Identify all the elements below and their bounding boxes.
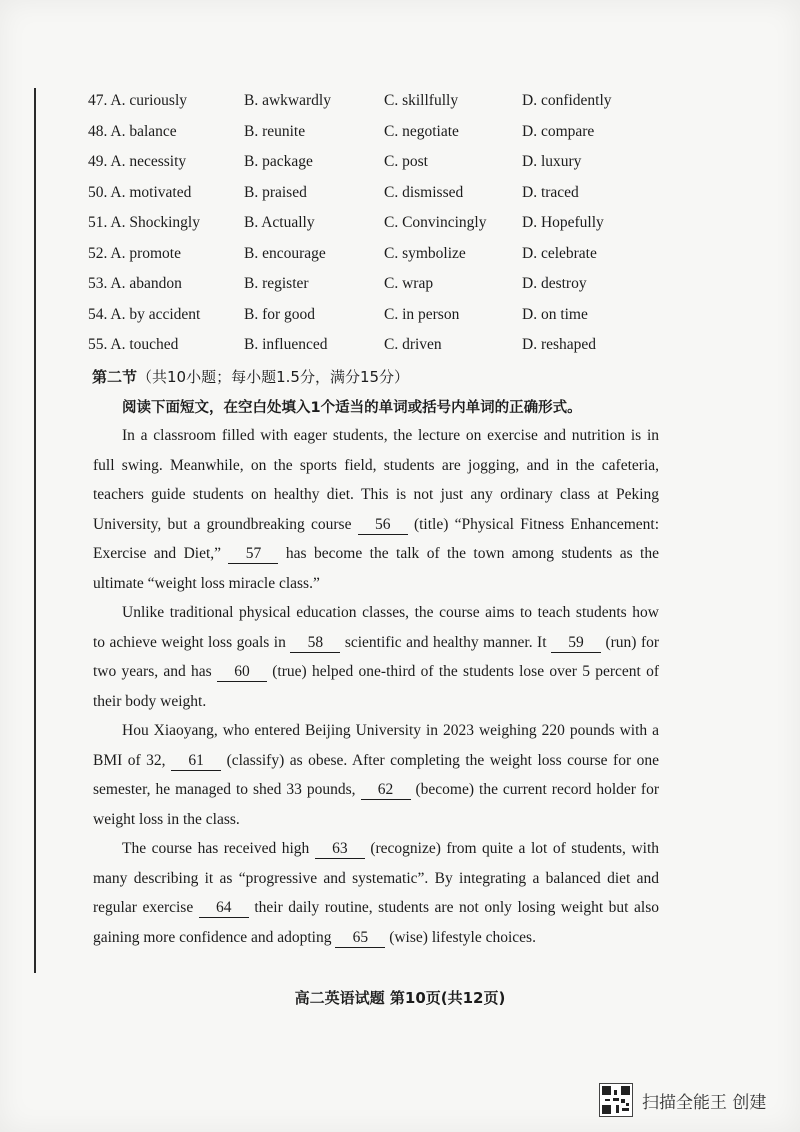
option-c: C. dismissed (384, 183, 464, 201)
option-a: 53. A. abandon (88, 275, 182, 292)
passage-line (93, 805, 659, 835)
option-a: 49. A. necessity (88, 153, 187, 170)
passage-line (93, 864, 659, 894)
option-b: B. package (244, 153, 313, 170)
text: (run) for (605, 633, 660, 651)
text: regular exercise (93, 899, 194, 916)
blank-57[interactable]: 57 (228, 545, 278, 564)
option-a: 51. A. Shockingly (88, 214, 200, 231)
option-table (88, 88, 688, 363)
cloze-passage (93, 421, 659, 952)
passage-line (93, 923, 659, 953)
option-c: C. post (384, 153, 428, 170)
option-d: D. destroy (522, 275, 587, 292)
option-d: D. on time (522, 305, 588, 323)
text: ultimate “weight loss miracle class.” (93, 574, 320, 592)
passage-line (93, 569, 659, 599)
blank-58[interactable]: 58 (290, 634, 340, 653)
option-d: D. traced (522, 183, 579, 201)
passage-line (93, 451, 659, 481)
option-c: C. in person (384, 305, 460, 323)
option-row-52 (88, 241, 688, 272)
option-row-53 (88, 271, 688, 302)
option-a: 47. A. curiously (88, 92, 188, 109)
text: scientific and healthy manner. It (344, 633, 547, 651)
text: has become the talk of the town among students as the (285, 545, 659, 562)
option-d: D. celebrate (522, 244, 597, 262)
option-a: 52. A. promote (88, 244, 181, 262)
option-row-47 (88, 88, 688, 119)
passage-line (93, 657, 659, 687)
text: (classify) as obese. After completing the weight loss course for one (226, 751, 659, 769)
left-margin-rule (34, 88, 36, 973)
option-row-48 (88, 119, 688, 150)
text: (recognize) from quite a lot of students, with (370, 840, 660, 857)
option-b: B. register (244, 275, 309, 292)
option-d: D. reshaped (522, 336, 597, 353)
section-title: 第二节 (92, 368, 138, 386)
text: Hou Xiaoyang, who entered Beijing University in 2023 weighing 220 pounds with a (122, 722, 659, 739)
blank-60[interactable]: 60 (217, 663, 267, 682)
blank-64[interactable]: 64 (199, 899, 249, 918)
option-b: B. awkwardly (244, 92, 331, 109)
option-a: 50. A. motivated (88, 183, 192, 201)
text: (true) helped one-third of the students lose over 5 percent of (272, 663, 660, 680)
passage-line (93, 687, 659, 717)
text: their daily routine, students are not only losing weight but also (254, 899, 660, 916)
passage-line (93, 628, 659, 658)
option-c: C. driven (384, 336, 442, 353)
option-a: 54. A. by accident (88, 305, 201, 323)
page-footer: 高二英语试题 第10页(共12页) (294, 989, 506, 1007)
text: Unlike traditional physical education classes, the course aims to teach students how (122, 604, 659, 621)
passage-line (93, 539, 659, 569)
option-row-49 (88, 149, 688, 180)
text: In a classroom filled with eager students, the lecture on exercise and nutrition is in (122, 427, 659, 444)
option-a: 48. A. balance (88, 122, 177, 140)
option-d: D. Hopefully (522, 214, 604, 231)
passage-line (93, 834, 659, 864)
option-row-50 (88, 180, 688, 211)
blank-65[interactable]: 65 (335, 929, 385, 948)
blank-56[interactable]: 56 (358, 516, 408, 535)
passage-line (93, 598, 659, 628)
option-d: D. luxury (522, 153, 582, 170)
scanner-watermark (599, 1083, 766, 1117)
section-scoring-rule: （共10小题；每小题1.5分，满分15分） (137, 368, 410, 386)
text: The course has received high (122, 840, 310, 857)
option-c: C. negotiate (384, 122, 459, 140)
text: semester, he managed to shed 33 pounds, (93, 781, 356, 798)
option-c: C. skillfully (384, 92, 459, 109)
passage-line (93, 893, 659, 923)
section-header (92, 366, 409, 387)
option-b: B. Actually (244, 214, 315, 231)
text: teachers guide students on healthy diet. This is not just any ordinary class at Peking (93, 486, 659, 503)
passage-line (93, 746, 659, 776)
text: many describing it as “progressive and systematic”. By integrating a balanced diet and (93, 869, 659, 887)
option-b: B. for good (244, 305, 316, 323)
option-b: B. praised (244, 183, 307, 201)
text: (become) the current record holder for (415, 781, 659, 798)
watermark-text: 扫描全能王 创建 (642, 1092, 767, 1113)
passage-line (93, 480, 659, 510)
passage-line (93, 421, 659, 451)
option-c: C. symbolize (384, 244, 466, 262)
text: to achieve weight loss goals in (93, 633, 286, 651)
section-instruction: 阅读下面短文，在空白处填入1个适当的单词或括号内单词的正确形式。 (122, 400, 582, 416)
blank-63[interactable]: 63 (315, 840, 365, 859)
text: two years, and has (93, 663, 212, 680)
text: gaining more confidence and adopting (93, 928, 332, 946)
qr-code-icon (599, 1083, 633, 1117)
option-b: B. reunite (244, 122, 306, 140)
text: Exercise and Diet,” (93, 545, 222, 562)
blank-62[interactable]: 62 (361, 781, 411, 800)
option-d: D. compare (522, 122, 595, 140)
option-a: 55. A. touched (88, 336, 179, 353)
option-row-54 (88, 302, 688, 333)
option-row-51 (88, 210, 688, 241)
text: their body weight. (93, 692, 207, 710)
text: (wise) lifestyle choices. (389, 928, 536, 946)
option-c: C. wrap (384, 275, 434, 292)
text: full swing. Meanwhile, on the sports field, students are jogging, and in the cafeteria, (93, 456, 659, 474)
option-b: B. encourage (244, 244, 326, 262)
option-row-55 (88, 332, 688, 363)
text: University, but a groundbreaking course (93, 515, 352, 533)
option-b: B. influenced (244, 336, 328, 353)
text: weight loss in the class. (93, 810, 240, 828)
passage-line (93, 510, 659, 540)
blank-59[interactable]: 59 (551, 634, 601, 653)
passage-line (93, 716, 659, 746)
blank-61[interactable]: 61 (171, 752, 221, 771)
option-c: C. Convincingly (384, 214, 487, 231)
option-d: D. confidently (522, 92, 612, 109)
passage-line (93, 775, 659, 805)
text: (title) “Physical Fitness Enhancement: (413, 515, 660, 533)
text: BMI of 32, (93, 751, 166, 769)
